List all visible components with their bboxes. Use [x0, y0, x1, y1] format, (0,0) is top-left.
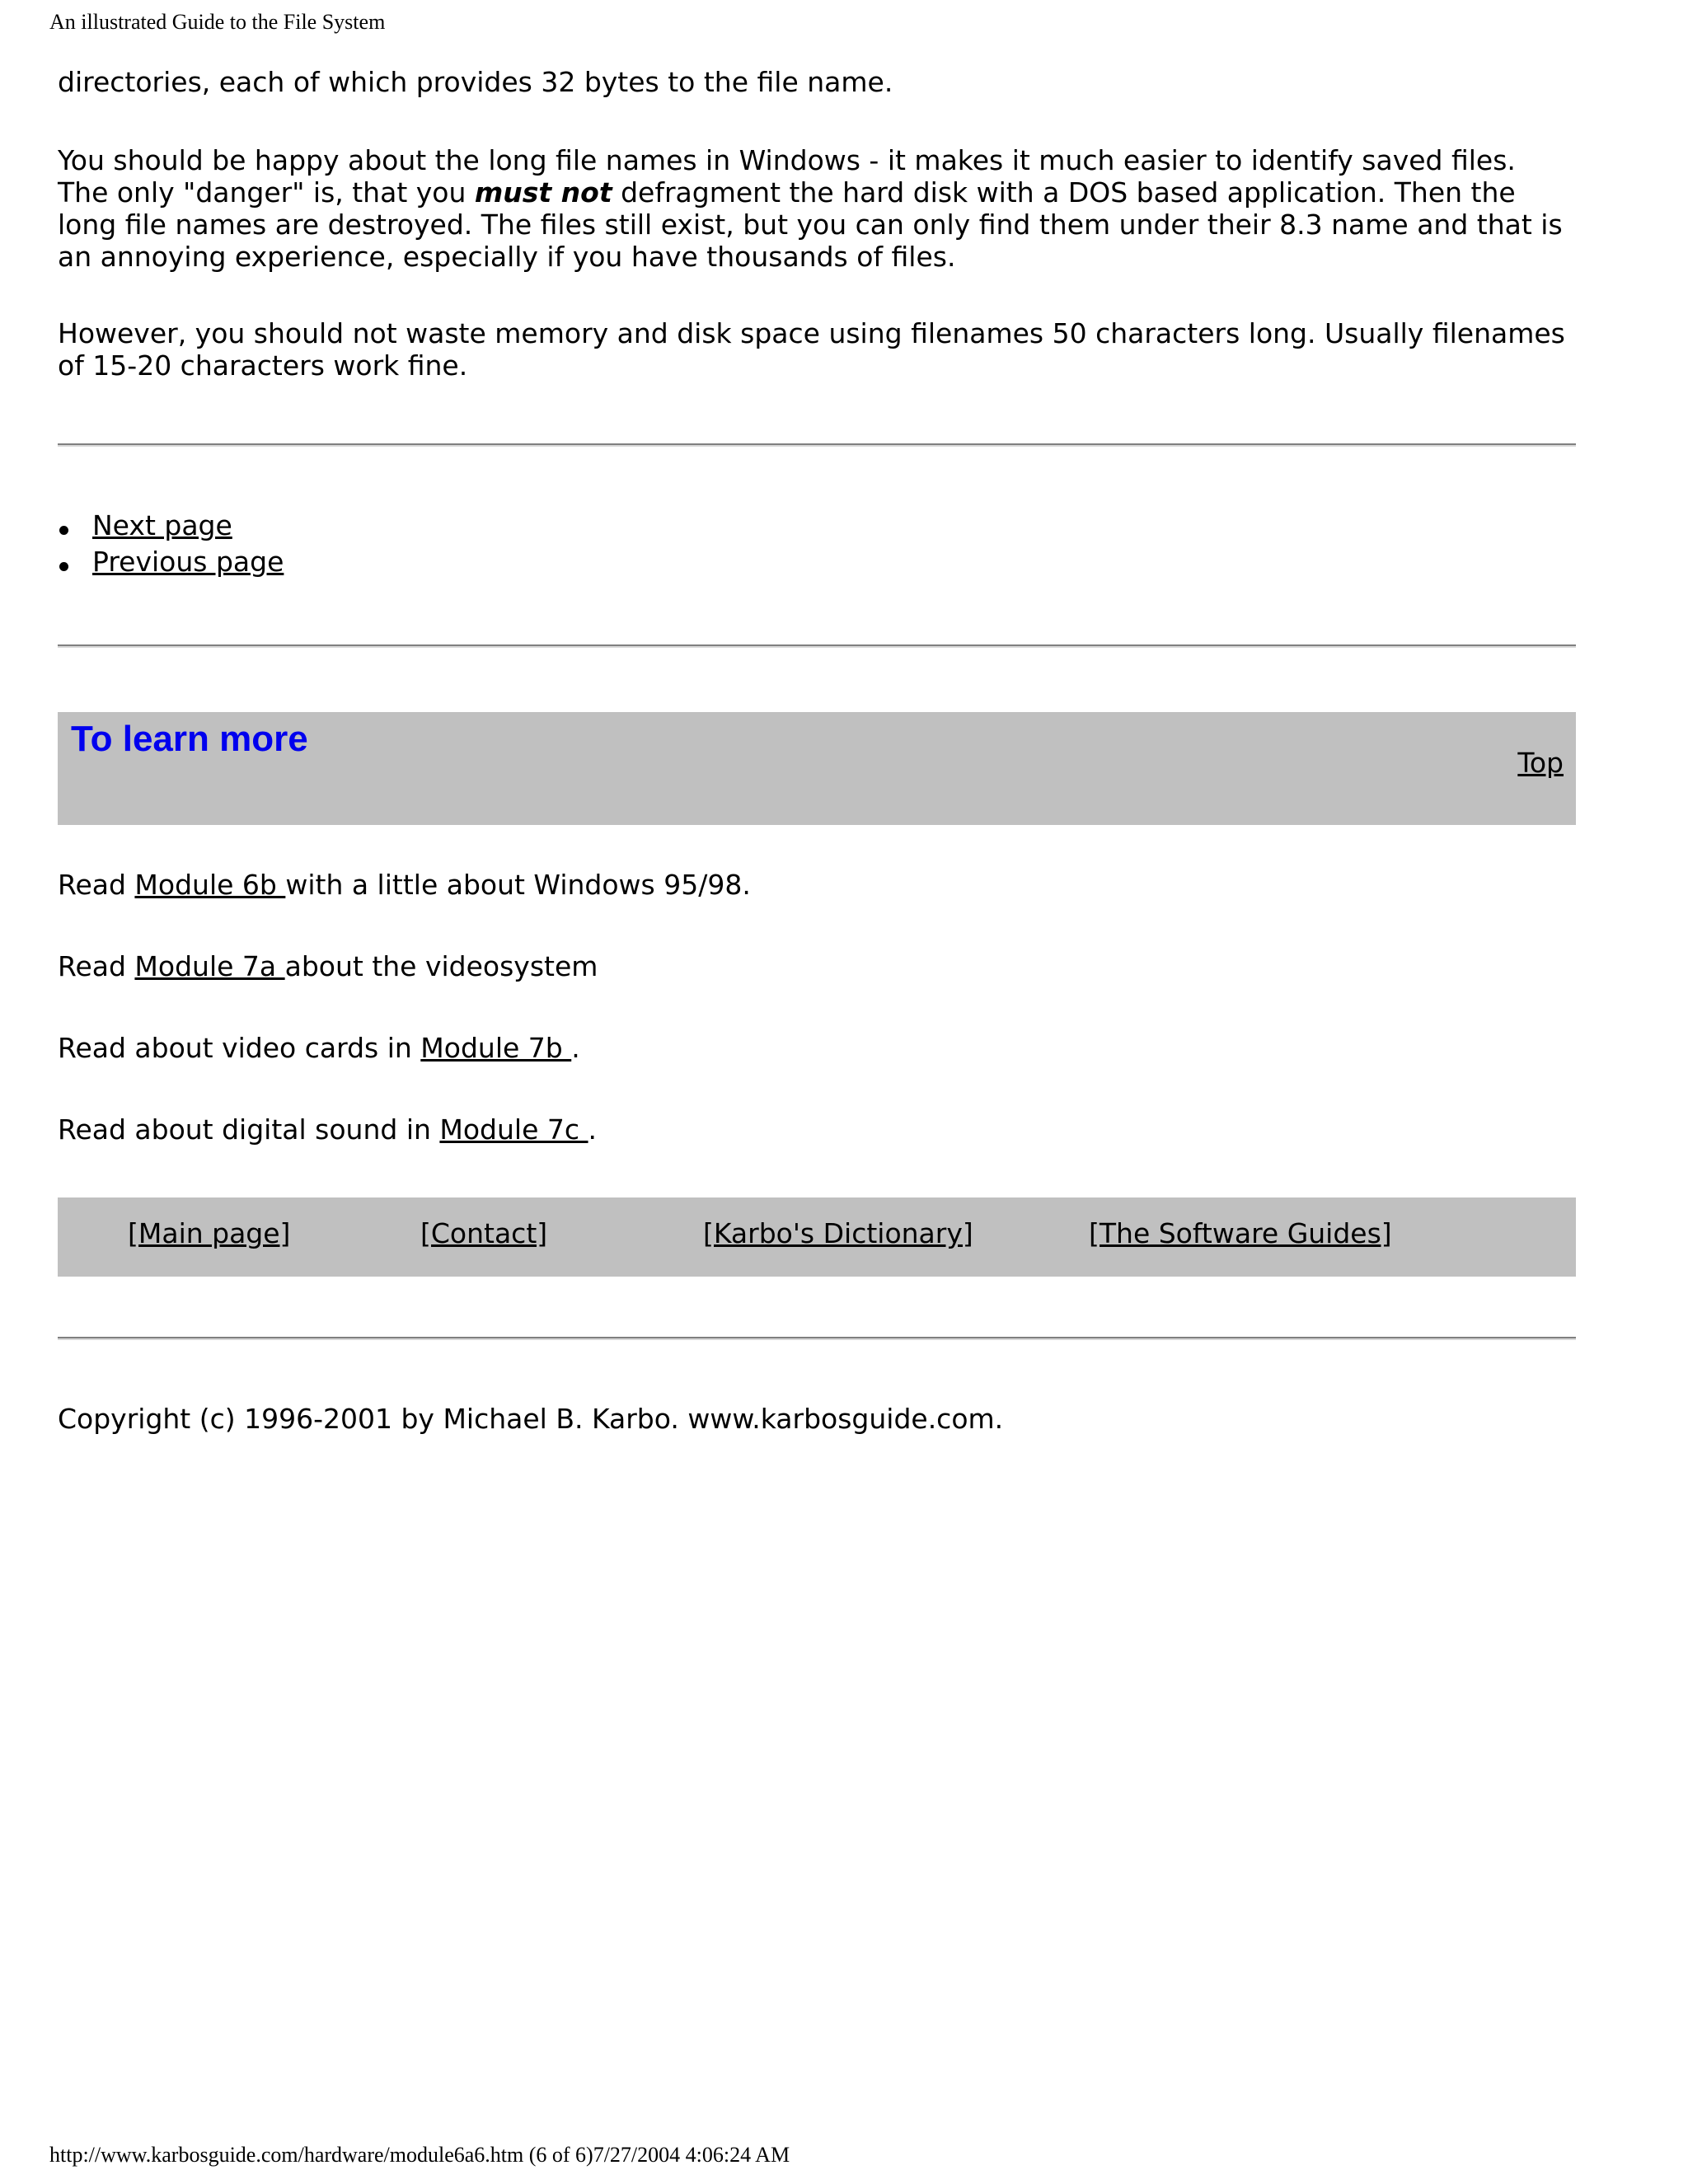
read-more-item	[58, 869, 751, 902]
software-guides-link[interactable]: [The Software Guides]	[1089, 1217, 1392, 1249]
paragraph-text: You should be happy about the long file names in Windows - it makes it much easier to identify saved files. The only "danger" is, that you	[58, 144, 1516, 209]
paragraph-filename-length: However, you should not waste memory and disk space using filenames 50 characters long. Usually filenames of 15-20 characters work fine.	[58, 317, 1565, 382]
learn-more-banner	[58, 712, 1576, 825]
previous-page-link[interactable]: Previous page	[92, 546, 284, 578]
paragraph-text: defragment the hard disk with a DOS based application. Then the long file names are destroyed. The files still exist, but you can only find them under their 8.3 name and that is an annoying experience, especially if you have thousands of files.	[58, 176, 1563, 273]
emphasis-must-not: must not	[474, 176, 612, 209]
karbos-dictionary-link[interactable]: [Karbo's Dictionary]	[703, 1217, 973, 1249]
print-footer: http://www.karbosguide.com/hardware/module6a6.htm (6 of 6)7/27/2004 4:06:24 AM	[49, 2143, 790, 2167]
read-more-item	[58, 1113, 597, 1146]
paragraph-long-file-names	[58, 144, 1574, 273]
module-7a-link[interactable]: Module 7a	[134, 950, 285, 982]
copyright-notice: Copyright (c) 1996-2001 by Michael B. Karbo. www.karbosguide.com.	[58, 1403, 1004, 1435]
read-text: about the videosystem	[284, 950, 598, 982]
read-text: .	[588, 1113, 598, 1146]
read-text: Read	[58, 869, 135, 901]
contact-link[interactable]: [Contact]	[420, 1217, 548, 1249]
learn-more-heading: To learn more	[71, 719, 308, 759]
next-page-link[interactable]: Next page	[92, 509, 232, 541]
print-header: An illustrated Guide to the File System	[49, 10, 386, 34]
read-text: Read about video cards in	[58, 1032, 421, 1064]
divider	[58, 443, 1576, 447]
nav-item-next	[58, 508, 284, 544]
read-text: .	[571, 1032, 580, 1064]
read-more-item	[58, 950, 598, 983]
divider	[58, 644, 1576, 648]
module-6b-link[interactable]: Module 6b	[134, 869, 286, 901]
module-7c-link[interactable]: Module 7c	[439, 1113, 588, 1146]
paragraph-directories: directories, each of which provides 32 bytes to the file name.	[58, 66, 893, 98]
divider	[58, 1337, 1576, 1340]
module-7b-link[interactable]: Module 7b	[420, 1032, 572, 1064]
nav-item-previous	[58, 544, 284, 580]
top-link[interactable]: Top	[1517, 747, 1564, 779]
read-text: Read	[58, 950, 135, 982]
page-navigation	[58, 508, 284, 580]
read-text: with a little about Windows 95/98.	[285, 869, 751, 901]
read-more-item	[58, 1032, 580, 1065]
main-page-link[interactable]: [Main page]	[128, 1217, 291, 1249]
read-text: Read about digital sound in	[58, 1113, 440, 1146]
footer-navigation-bar	[58, 1197, 1576, 1277]
